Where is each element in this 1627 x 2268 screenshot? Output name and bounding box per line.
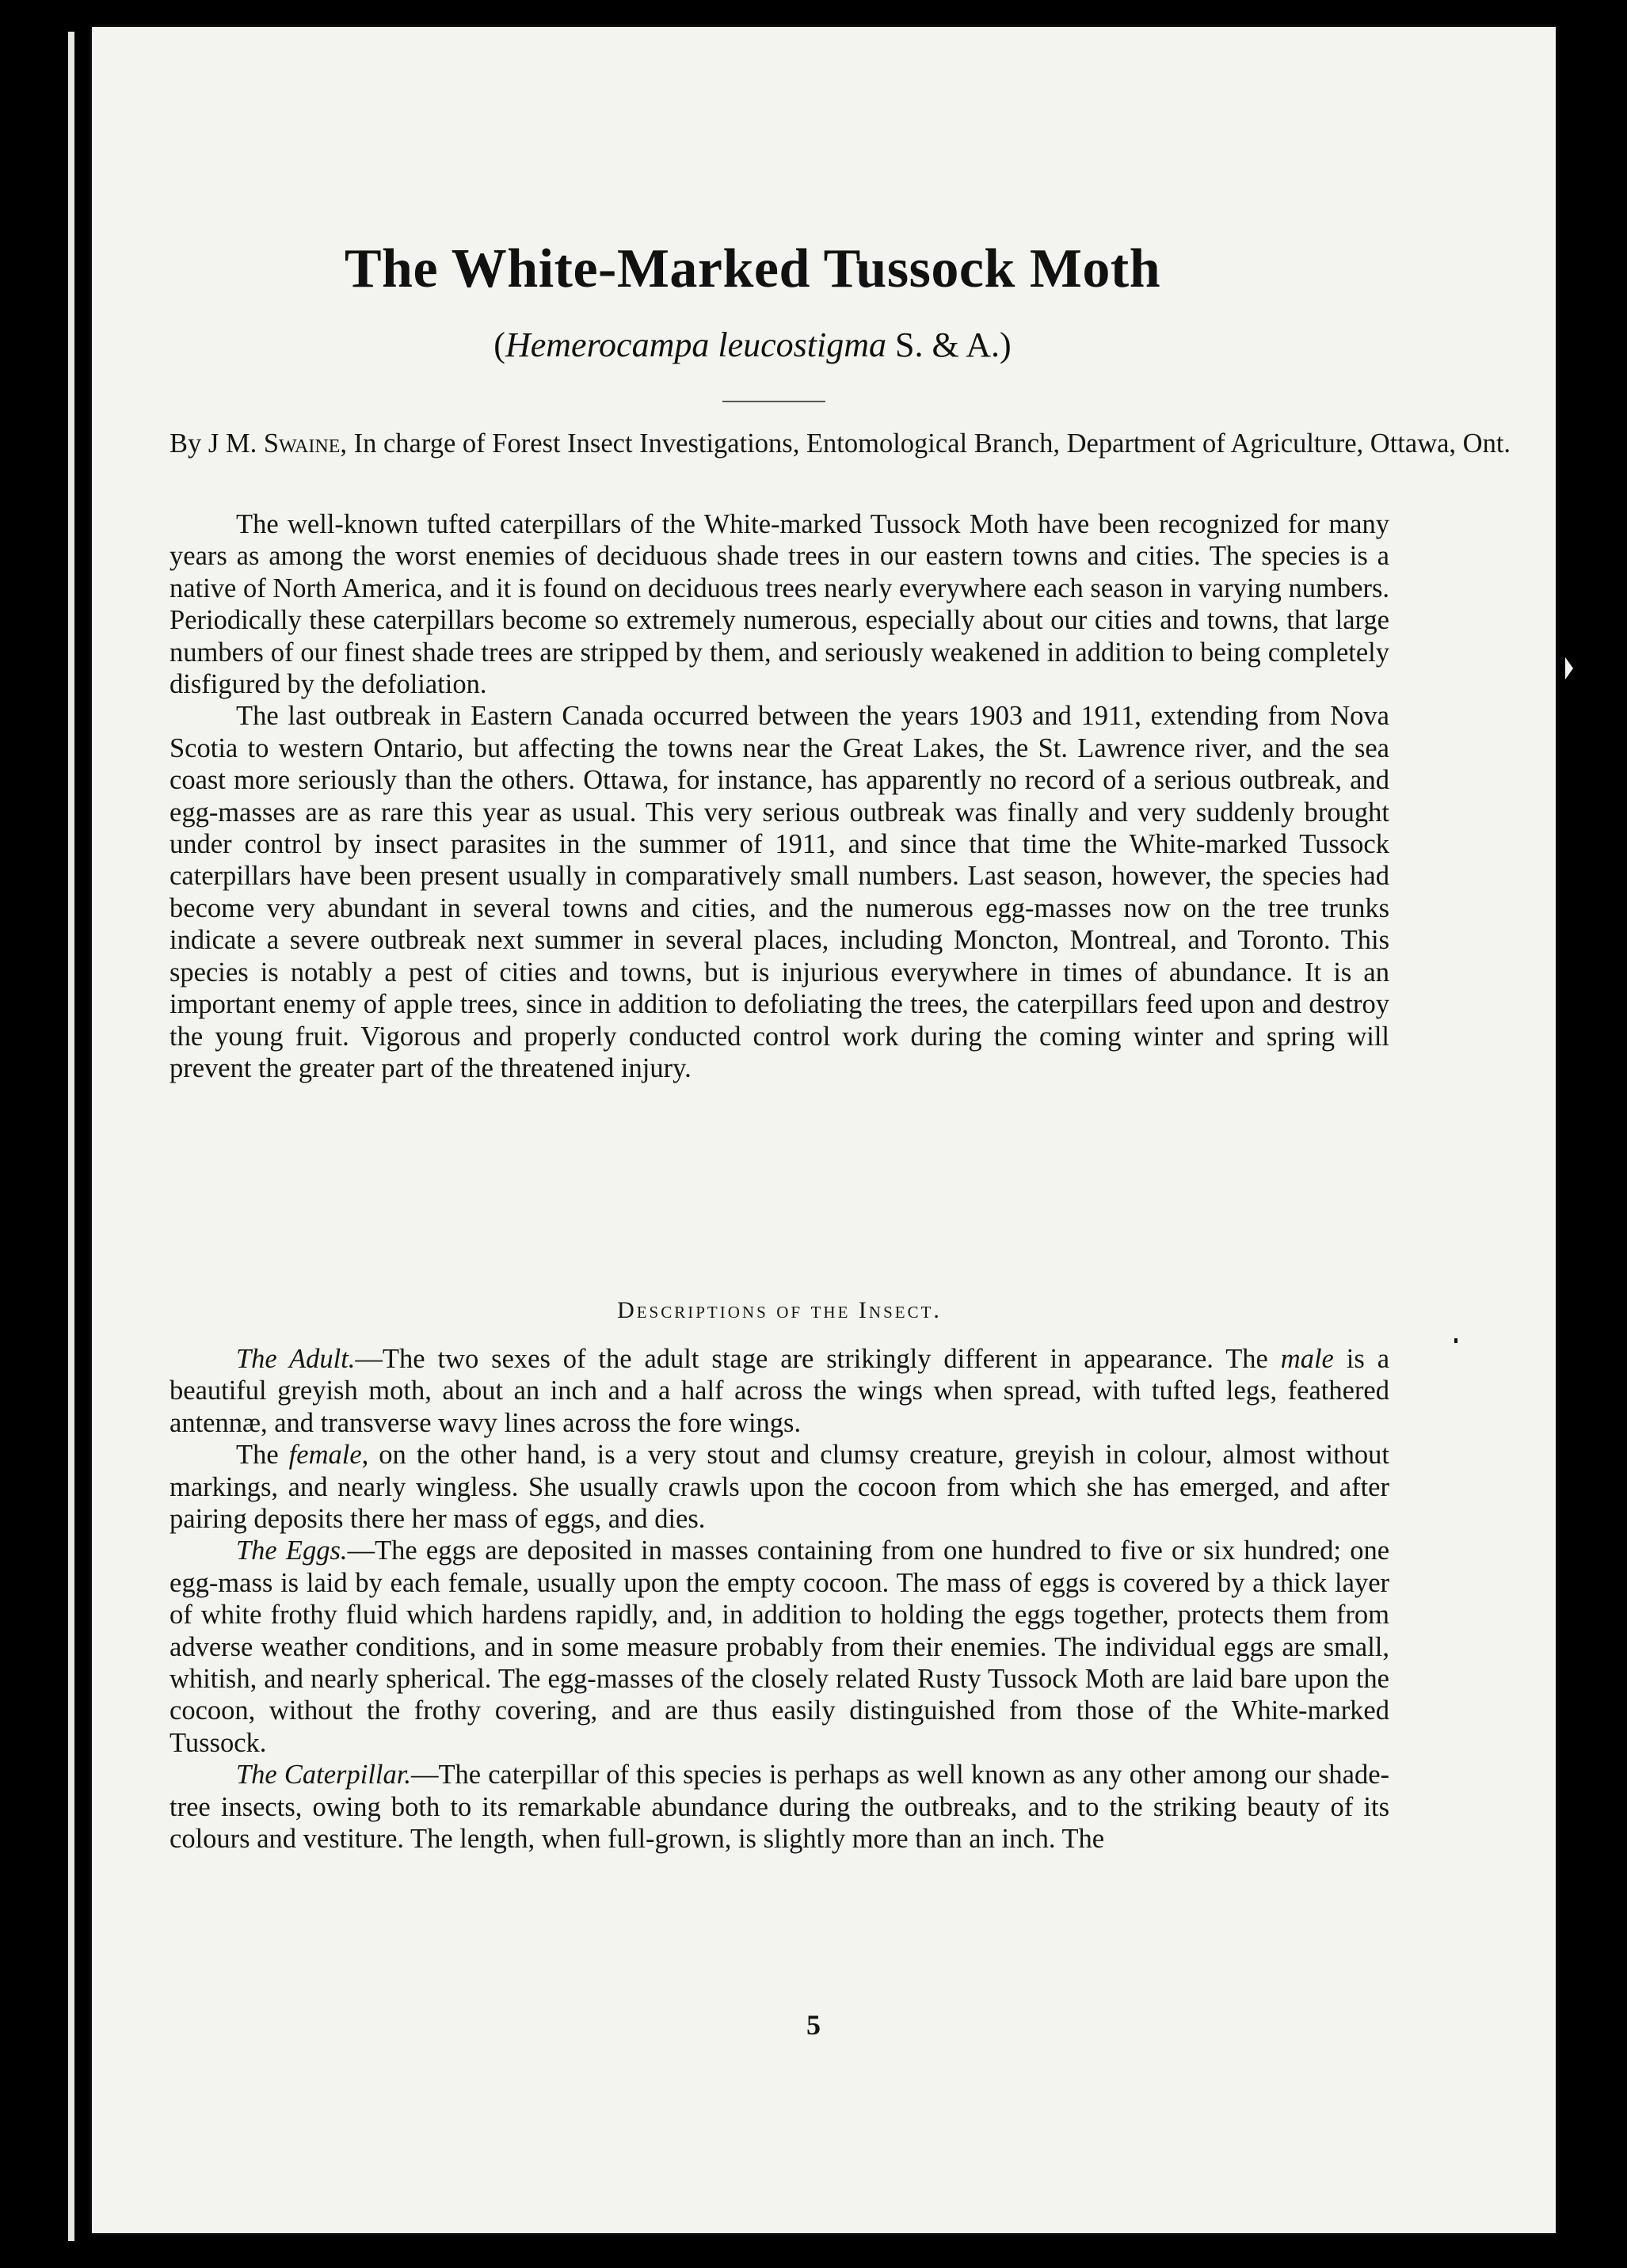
female-term: female [288, 1440, 362, 1471]
insect-descriptions [170, 1343, 1389, 1855]
author-name: Swaine [263, 428, 341, 459]
caterpillar-lead: The Caterpillar. [236, 1760, 411, 1790]
female-text-a: The [236, 1440, 289, 1471]
article-title: The White-Marked Tussock Moth [344, 238, 1161, 299]
adult-text-b: is a beautiful greyish moth, about an inch and a half across the wings when spread, with tufted legs, feathered antennæ, and transverse wavy lines across the fore wings. [170, 1344, 1390, 1438]
adult-paragraph [170, 1343, 1389, 1439]
subtitle-open-paren: ( [493, 325, 505, 364]
eggs-text: —The eggs are deposited in masses containing from one hundred to five or six hundred; one egg-mass is laid by each female, usually upon the empty cocoon. The mass of eggs is covered by a thick layer of white frothy fluid which hardens rapidly, and, in addition to holding the eggs together, protects them from adverse weather conditions, and in some measure probably from their enemies. The individual eggs are small, whitish, and nearly spherical. The egg-masses of the closely related Rusty Tussock Moth are laid bare upon the cocoon, without the frothy covering, and are thus easily distinguished from those of the White-marked Tussock. [170, 1535, 1390, 1758]
adult-lead: The Adult. [236, 1344, 356, 1374]
species-authority: S. & A.) [886, 325, 1012, 364]
species-name: Hemerocampa leucostigma [505, 325, 886, 364]
male-term: male [1280, 1344, 1334, 1374]
introduction [170, 508, 1389, 1084]
scientific-name [238, 325, 1267, 365]
binding-shadow [0, 0, 70, 2268]
adult-text-a: —The two sexes of the adult stage are strikingly different in appearance. The [355, 1344, 1281, 1374]
byline-prefix: By J M. [170, 428, 264, 459]
byline [170, 428, 1556, 459]
female-text-b: , on the other hand, is a very stout and clumsy creature, greyish in colour, almost without markings, and nearly wingless. She usually crawls upon the cocoon from which she has emerged, and after pairing deposits there her mass of eggs, and dies. [170, 1440, 1389, 1535]
author-affiliation: , In charge of Forest Insect Investigations, Entomological Branch, Department of Agriculture, Ottawa, Ont. [340, 428, 1511, 459]
intro-paragraph-2: The last outbreak in Eastern Canada occurred between the years 1903 and 1911, extending from Nova Scotia to western Ontario, but affecting the towns near the Great Lakes, the St. Lawrence river, and the sea coast more seriously than the others. Ottawa, for instance, has apparently no record of a serious outbreak, and egg-masses are as rare this year as usual. This very serious outbreak was finally and very suddenly brought under control by insect parasites in the summer of 1911, and since that time the White-marked Tussock caterpillars have been present usually in comparatively small numbers. Last season, however, the species had become very abundant in several towns and cities, and the numerous egg-masses now on the tree trunks indicate a severe outbreak next summer in several places, including Moncton, Montreal, and Toronto. This species is notably a pest of cities and towns, but is injurious everywhere in times of abundance. It is an important enemy of apple trees, since in addition to defoliating the trees, the caterpillars feed upon and destroy the young fruit. Vigorous and properly conducted control work during the coming winter and spring will prevent the greater part of the threatened injury. [170, 701, 1389, 1083]
eggs-paragraph [170, 1535, 1389, 1759]
caterpillar-text: —The caterpillar of this species is perhaps as well known as any other among our shade-tree insects, owing both to its remarkable abundance during the outbreaks, and to the striking beauty of its colours and vestiture. The length, when full-grown, is slightly more than an inch. The [170, 1760, 1389, 1855]
eggs-lead: The Eggs. [236, 1535, 348, 1566]
page-edge-tab [1565, 657, 1573, 679]
facing-page-edge [68, 32, 74, 2241]
female-paragraph [170, 1439, 1389, 1535]
margin-speck [1454, 1338, 1457, 1343]
intro-paragraph-1: The well-known tufted caterpillars of the White-marked Tussock Moth have been recognized for many years as among the worst enemies of deciduous shade trees in our eastern towns and cities. The species is a native of North America, and it is found on deciduous trees nearly everywhere each season in varying numbers. Periodically these caterpillars become so extremely numerous, especially about our cities and towns, that large numbers of our finest shade trees are stripped by them, and seriously weakened in addition to being completely disfigured by the defoliation. [170, 509, 1389, 700]
section-heading: Descriptions of the Insect. [617, 1297, 942, 1323]
caterpillar-paragraph [170, 1759, 1389, 1855]
page-number: 5 [806, 2009, 821, 2041]
title-divider [722, 401, 825, 402]
